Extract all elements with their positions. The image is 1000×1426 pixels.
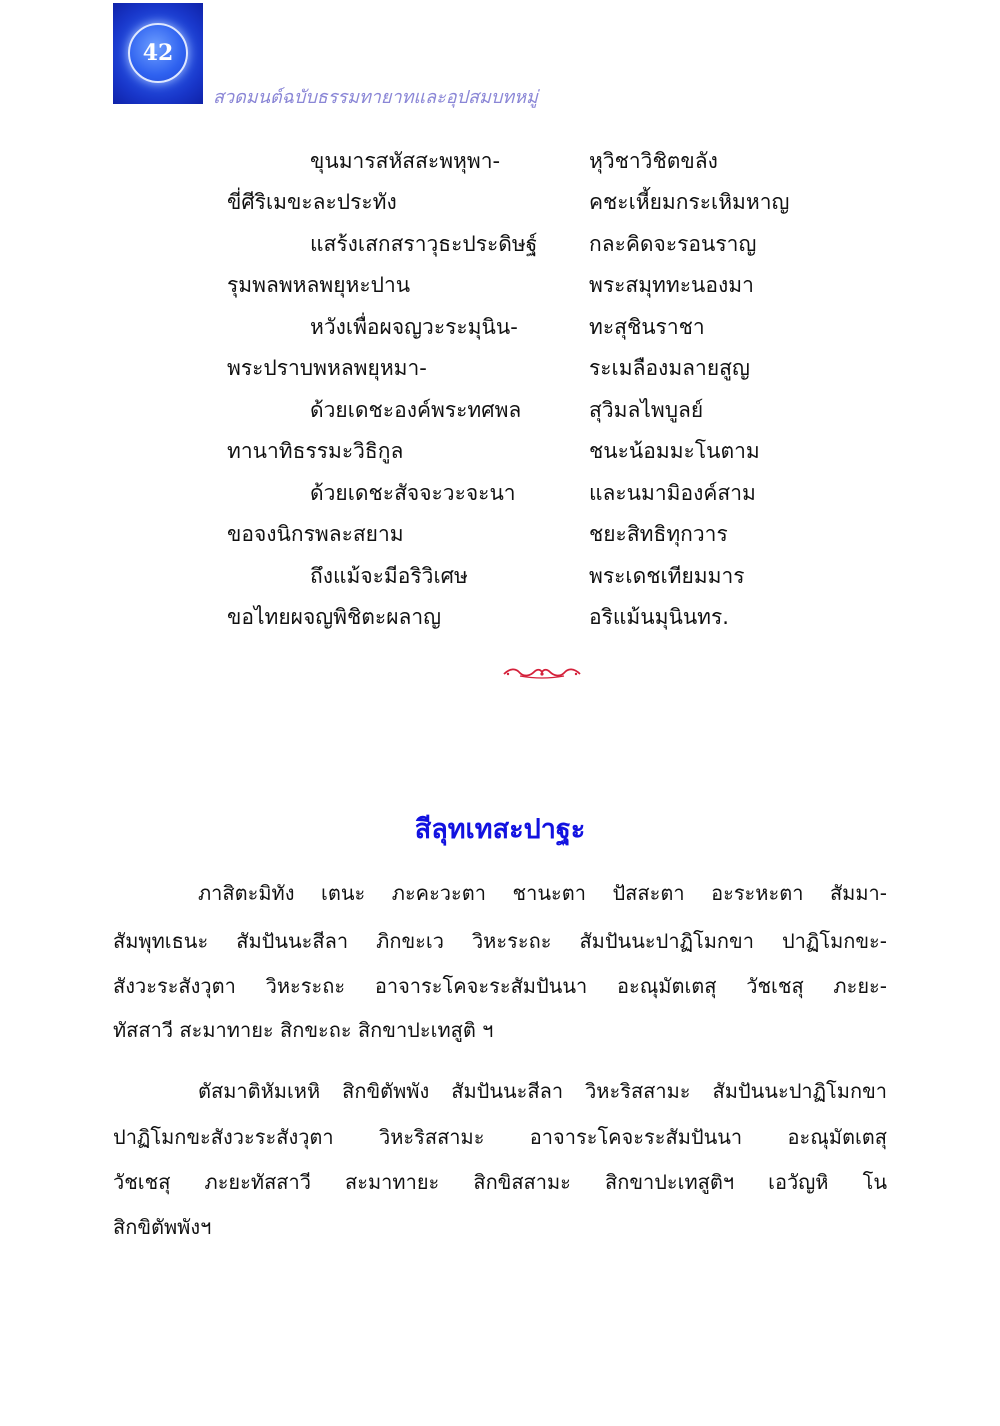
verse-line-right: คชะเหี้ยมกระเหิมหาญ xyxy=(589,190,790,214)
verse-line-right: พระเดชเทียมมาร xyxy=(589,564,745,588)
verse-line-left: ขุนมารสหัสสะพหุพา- xyxy=(310,149,501,173)
verse-line-left: หวังเพื่อผจญวะระมุนิน- xyxy=(310,315,518,339)
paragraph-line: สังวะระสังวุตา วิหะระถะ อาจาระโคจะระสัมปันนา อะณุมัตเตสุ วัชเชสุ ภะยะ- xyxy=(113,974,887,998)
paragraph-line: ตัสมาติหัมเหหิ สิกขิตัพพัง สัมปันนะสีลา วิหะริสสามะ สัมปันนะปาฏิโมกขา xyxy=(198,1079,887,1103)
verse-line-right: ระเมลืองมลายสูญ xyxy=(589,356,750,380)
verse-line-left: รุมพลพหลพยุหะปาน xyxy=(227,273,411,297)
paragraph-line: วัชเชสุ ภะยะทัสสาวี สะมาทายะ สิกขิสสามะ สิกขาปะเทสูติฯ เอวัญหิ โน xyxy=(113,1170,887,1194)
verse-line-right: และนมามิองค์สาม xyxy=(589,481,756,505)
verse-line-left: ด้วยเดชะองค์พระทศพล xyxy=(310,398,522,422)
verse-line-right: ชนะน้อมมะโนตาม xyxy=(589,439,760,463)
verse-line-right: อริแม้นมุนินทร. xyxy=(589,605,729,629)
verse-line-left: ถึงแม้จะมีอริวิเศษ xyxy=(310,564,468,588)
verse-line-left: แสร้งเสกสราวุธะประดิษฐ์ xyxy=(310,232,538,256)
page-number: 42 xyxy=(142,40,174,66)
page-number-circle xyxy=(128,23,188,83)
paragraph-line: สิกขิตัพพังฯ xyxy=(113,1215,212,1239)
ornament-divider-icon xyxy=(502,665,582,681)
verse-line-right: พระสมุททะนองมา xyxy=(589,273,754,297)
paragraph-line: ปาฏิโมกขะสังวะระสังวุตา วิหะริสสามะ อาจาระโคจะระสัมปันนา อะณุมัตเตสุ xyxy=(113,1125,887,1149)
verse-line-right: หุวิชาวิชิตขลัง xyxy=(589,149,718,173)
verse-line-right: กละคิดจะรอนราญ xyxy=(589,232,757,256)
verse-line-left: ด้วยเดชะสัจจะวะจะนา xyxy=(310,481,516,505)
page-number-badge xyxy=(113,3,203,104)
verse-line-right: สุวิมลไพบูลย์ xyxy=(589,398,704,422)
section-title: สีลุทเทสะปาฐะ xyxy=(414,814,586,845)
verse-line-left: พระปราบพหลพยุหมา- xyxy=(227,356,427,380)
verse-line-left: ทานาทิธรรมะวิธิกูล xyxy=(227,439,404,463)
running-header: สวดมนต์ฉบับธรรมทายาทและอุปสมบทหมู่ xyxy=(213,87,538,108)
verse-line-right: ชยะสิทธิทุกวาร xyxy=(589,522,728,546)
verse-line-left: ขอจงนิกรพละสยาม xyxy=(227,522,404,546)
paragraph-line: ภาสิตะมิทัง เตนะ ภะคะวะตา ชานะตา ปัสสะตา อะระหะตา สัมมา- xyxy=(198,881,887,905)
paragraph-line: ทัสสาวี สะมาทายะ สิกขะถะ สิกขาปะเทสูติ ฯ xyxy=(113,1018,494,1042)
verse-line-right: ทะสุชินราชา xyxy=(589,315,705,339)
paragraph-line: สัมพุทเธนะ สัมปันนะสีลา ภิกขะเว วิหะระถะ สัมปันนะปาฏิโมกขา ปาฏิโมกขะ- xyxy=(113,929,887,953)
verse-line-left: ขอไทยผจญพิชิตะผลาญ xyxy=(227,605,442,629)
verse-line-left: ขี่ศีริเมขะละประทัง xyxy=(227,190,397,214)
